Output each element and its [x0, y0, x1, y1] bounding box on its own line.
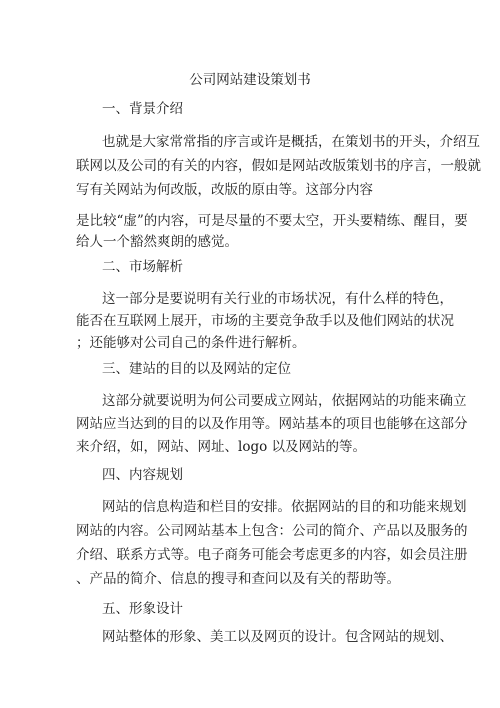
section-heading: 一、背景介绍 [102, 101, 183, 117]
section-heading: 五、形象设计 [102, 601, 183, 617]
paragraph-line: 这一部分是要说明有关行业的市场状况，有什么样的特色， [102, 291, 453, 307]
paragraph-line: 也就是大家常常指的序言或许是概括，在策划书的开头，介绍互 [102, 134, 480, 150]
paragraph-line: 能否在互联网上展开，市场的主要竞争敌手以及他们网站的状况 [76, 313, 454, 329]
paragraph-line: 来介绍，如，网站、网址、logo 以及网站的等。 [76, 439, 367, 455]
paragraph-line: 网站的内容。公司网站基本上包含：公司的简介、产品以及服务的 [76, 523, 468, 539]
paragraph-line: 、产品的简介、信息的搜寻和查问以及有关的帮助等。 [76, 571, 400, 587]
paragraph-line: ；还能够对公司自己的条件进行解析。 [76, 335, 306, 351]
section-heading: 四、内容规划 [102, 467, 183, 483]
section-heading: 三、建站的目的以及网站的定位 [102, 361, 291, 377]
document-title: 公司网站建设策划书 [189, 72, 311, 88]
paragraph-line: 介绍、联系方式等。电子商务可能会考虑更多的内容，如会员注册 [76, 547, 468, 563]
paragraph-line: 联网以及公司的有关的内容，假如是网站改版策划书的序言，一般就 [76, 158, 481, 174]
paragraph-line: 这部分就要说明为何公司要成立网站，依据网站的功能来确立 [102, 393, 467, 409]
paragraph-line: 网站应当达到的目的以及作用等。网站基本的项目也能够在这部分 [76, 416, 468, 432]
paragraph-line: 网站的信息构造和栏目的安排。依据网站的目的和功能来规划 [102, 499, 467, 515]
paragraph-line: 给人一个豁然爽朗的感觉。 [76, 234, 238, 250]
paragraph-line: 写有关网站为何改版，改版的原由等。这部分内容 [76, 182, 373, 198]
section-heading: 二、市场解析 [102, 259, 183, 275]
paragraph-line: 是比较“虚”的内容，可是尽量的不要太空，开头要精练、醒目，要 [76, 213, 468, 229]
paragraph-line: 网站整体的形象、美工以及网页的设计。包含网站的规划、 [102, 629, 453, 645]
